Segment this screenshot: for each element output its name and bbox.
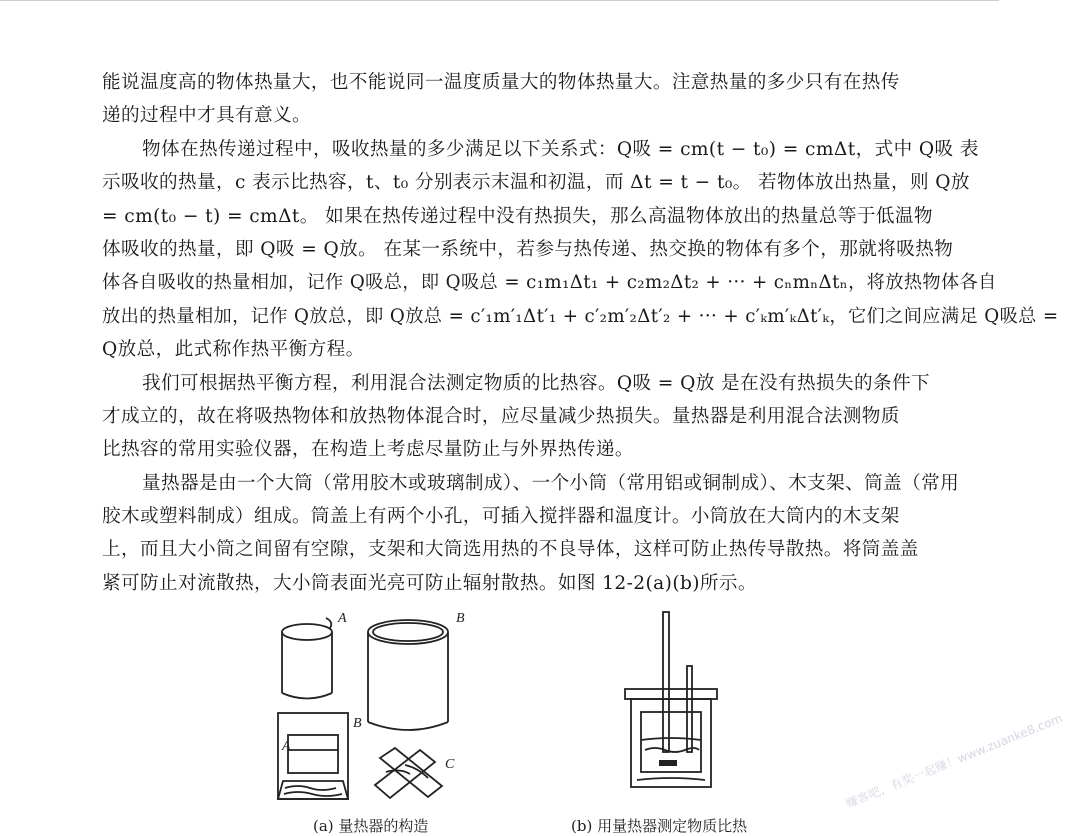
- text-line: 能说温度高的物体热量大，也不能说同一温度质量大的物体热量大。注意热量的多少只有在热传: [102, 72, 900, 93]
- text-line: 紧可防止对流散热，大小筒表面光亮可防止辐射散热。如图 12-2(a)(b)所示。: [102, 572, 757, 594]
- text-line: 递的过程中才具有意义。: [102, 105, 311, 127]
- calorimeter-experiment-drawing: [615, 600, 725, 790]
- text-line: 放出的热量相加，记作 Q放总，即 Q放总 = c′₁m′₁Δt′₁ + c′₂m′₂Δt′₂ + ··· + c′ₖm′ₖΔt′ₖ，它们之间应满足 Q吸总 =: [102, 305, 1059, 327]
- text-line: 示吸收的热量，c 表示比热容，t、t₀ 分别表示末温和初温，而 Δt = t − t₀。 若物体放出热量，则 Q放: [102, 172, 970, 194]
- top-border: [0, 0, 999, 1]
- text-line: 体吸收的热量，即 Q吸 = Q放。 在某一系统中，若参与热传递、热交换的物体有多个，那就将吸热物: [102, 238, 954, 260]
- label-b: B: [456, 611, 465, 626]
- text-line: = cm(t₀ − t) = cmΔt。 如果在热传递过程中没有热损失，那么高温物体放出的热量总等于低温物: [102, 205, 933, 227]
- figure-b: [615, 600, 725, 790]
- caption-b: (b) 用量热器测定物质比热: [571, 817, 748, 835]
- text-line: 物体在热传递过程中，吸收热量的多少满足以下关系式：Q吸 = cm(t − t₀) = cmΔt，式中 Q吸 表: [142, 138, 979, 160]
- text-line: 我们可根据热平衡方程，利用混合法测定物质的比热容。Q吸 = Q放 是在没有热损失的条件下: [142, 372, 930, 394]
- label-b2: B: [353, 716, 362, 731]
- body-text: [102, 66, 1059, 600]
- caption-a: (a) 量热器的构造: [313, 817, 429, 835]
- label-a2: A: [282, 739, 291, 754]
- figure-a: [270, 600, 490, 815]
- text-line: 量热器是由一个大筒（常用胶木或玻璃制成）、一个小筒（常用铝或铜制成）、木支架、筒盖（常用: [142, 472, 960, 494]
- calorimeter-parts-drawing: [270, 600, 490, 815]
- label-a: A: [338, 611, 347, 626]
- text-line: 上，而且大小筒之间留有空隙，支架和大筒选用热的不良导体，这样可防止热传导散热。将筒盖盖: [102, 539, 919, 561]
- text-line: 体各自吸收的热量相加，记作 Q吸总，即 Q吸总 = c₁m₁Δt₁ + c₂m₂Δt₂ + ··· + cₙmₙΔtₙ，将放热物体各自: [102, 272, 997, 294]
- text-line: 比热容的常用实验仪器，在构造上考虑尽量防止与外界热传递。: [102, 439, 634, 461]
- label-c: C: [445, 757, 455, 772]
- text-line: 才成立的，故在将吸热物体和放热物体混合时，应尽量减少热损失。量热器是利用混合法测物质: [102, 405, 900, 427]
- text-line: 胶木或塑料制成）组成。筒盖上有两个小孔，可插入搅拌器和温度计。小筒放在大筒内的木支架: [102, 506, 900, 528]
- text-line: Q放总，此式称作热平衡方程。: [102, 339, 365, 361]
- watermark: 赚客吧，有奖一起赚！www.zuanke8.com: [844, 711, 1065, 811]
